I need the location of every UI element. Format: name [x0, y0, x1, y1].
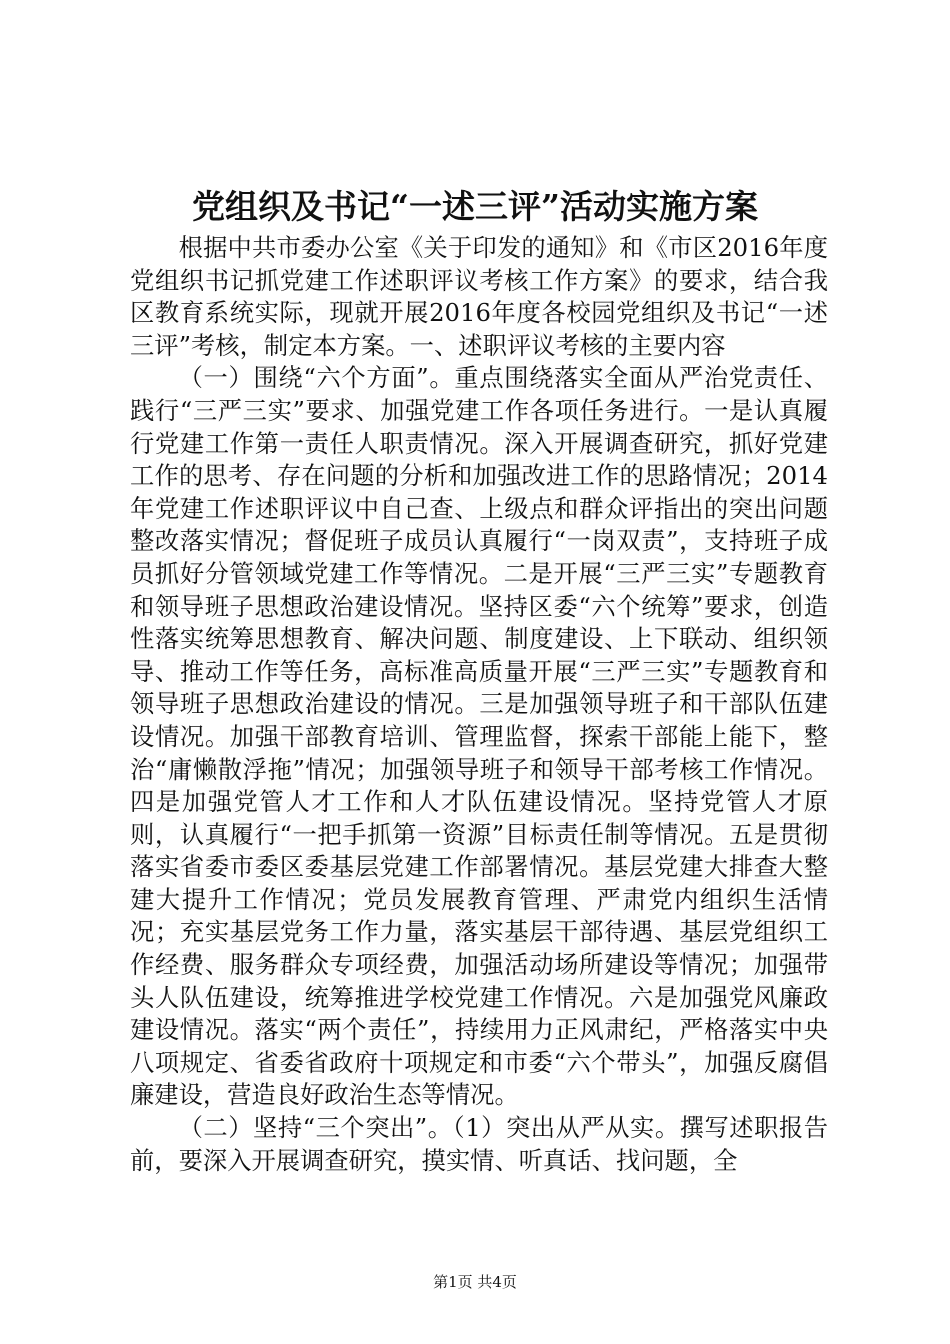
document-body	[130, 232, 828, 1177]
paragraph-six-aspects: （一）围绕“六个方面”。重点围绕落实全面从严治党责任、践行“三严三实”要求、加强党建工作各项任务进行。一是认真履行党建工作第一责任人职责情况。深入开展调查研究，抓好党建工作的思考、存在问题的分析和加强改进工作的思路情况；2014年党建工作述职评议中自己查、上级点和群众评指出的突出问题整改落实情况；督促班子成员认真履行“一岗双责”，支持班子成员抓好分管领域党建工作等情况。二是开展“三严三实”专题教育和领导班子思想政治建设情况。坚持区委“六个统筹”要求，创造性落实统筹思想教育、解决问题、制度建设、上下联动、组织领导、推动工作等任务，高标准高质量开展“三严三实”专题教育和领导班子思想政治建设的情况。三是加强领导班子和干部队伍建设情况。加强干部教育培训、管理监督，探索干部能上能下，整治“庸懒散浮拖”情况；加强领导班子和领导干部考核工作情况。四是加强党管人才工作和人才队伍建设情况。坚持党管人才原则，认真履行“一把手抓第一资源”目标责任制等情况。五是贯彻落实省委市委区委基层党建工作部署情况。基层党建大排查大整建大提升工作情况；党员发展教育管理、严肃党内组织生活情况；充实基层党务工作力量，落实基层干部待遇、基层党组织工作经费、服务群众专项经费，加强活动场所建设等情况；加强带头人队伍建设，统筹推进学校党建工作情况。六是加强党风廉政建设情况。落实“两个责任”，持续用力正风肃纪，严格落实中央八项规定、省委省政府十项规定和市委“六个带头”，加强反腐倡廉建设，营造良好政治生态等情况。	[130, 363, 828, 1110]
page-footer: 第1页 共4页	[433, 1273, 517, 1291]
paragraph-three-highlights: （二）坚持“三个突出”。（1）突出从严从实。撰写述职报告前，要深入开展调查研究，摸实情、听真话、找问题，全	[130, 1113, 828, 1175]
paragraph-intro: 根据中共市委办公室《关于印发的通知》和《市区2016年度党组织书记抓党建工作述职评议考核工作方案》的要求，结合我区教育系统实际，现就开展2016年度各校园党组织及书记“一述三评”考核，制定本方案。一、述职评议考核的主要内容	[130, 233, 828, 360]
document-title: 党组织及书记“一述三评”活动实施方案	[192, 187, 758, 226]
